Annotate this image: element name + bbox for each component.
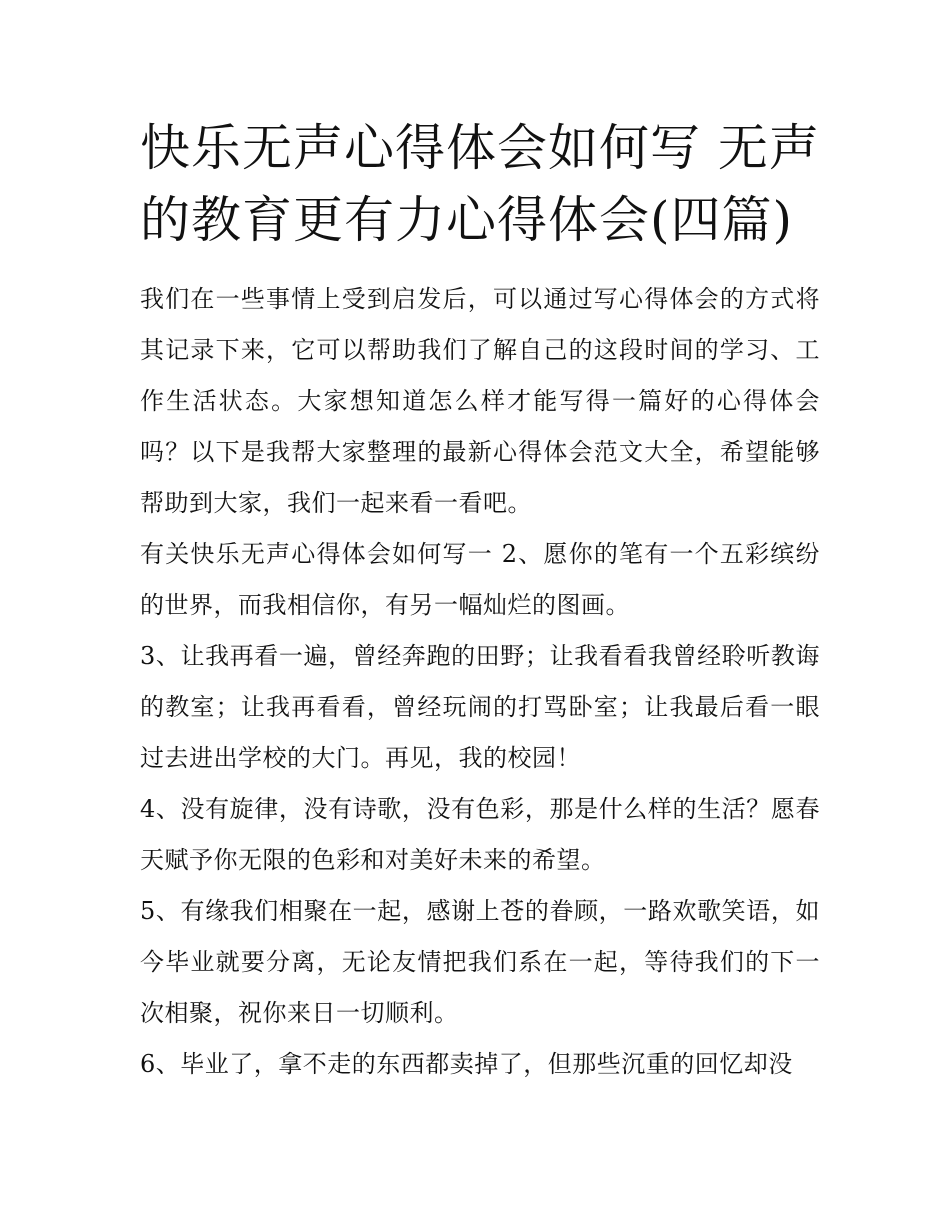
document-content <box>140 112 820 1090</box>
paragraph-item-2: 有关快乐无声心得体会如何写一 2、愿你的笔有一个五彩缤纷的世界，而我相信你，有另一幅灿烂的图画。 <box>140 540 820 619</box>
paragraph-item-5: 5、有缘我们相聚在一起，感谢上苍的眷顾，一路欢歌笑语，如今毕业就要分离，无论友情把我们系在一起，等待我们的下一次相聚，祝你来日一切顺利。 <box>140 897 820 1027</box>
paragraph-item-4: 4、没有旋律，没有诗歌，没有色彩，那是什么样的生活？愿春天赋予你无限的色彩和对美好未来的希望。 <box>140 795 820 874</box>
paragraph-intro: 我们在一些事情上受到启发后，可以通过写心得体会的方式将其记录下来，它可以帮助我们了解自己的这段时间的学习、工作生活状态。大家想知道怎么样才能写得一篇好的心得体会吗？以下是我帮大家整理的最新心得体会范文大全，希望能够帮助到大家，我们一起来看一看吧。 <box>140 285 820 517</box>
paragraph-item-6: 6、毕业了，拿不走的东西都卖掉了，但那些沉重的回忆却没 <box>140 1050 793 1078</box>
paragraph-item-3: 3、让我再看一遍，曾经奔跑的田野；让我看看我曾经聆听教诲的教室；让我再看看，曾经玩闹的打骂卧室；让我最后看一眼过去进出学校的大门。再见，我的校园！ <box>140 642 820 772</box>
document-body <box>140 274 820 1090</box>
document-title: 快乐无声心得体会如何写 无声的教育更有力心得体会(四篇) <box>140 119 820 249</box>
